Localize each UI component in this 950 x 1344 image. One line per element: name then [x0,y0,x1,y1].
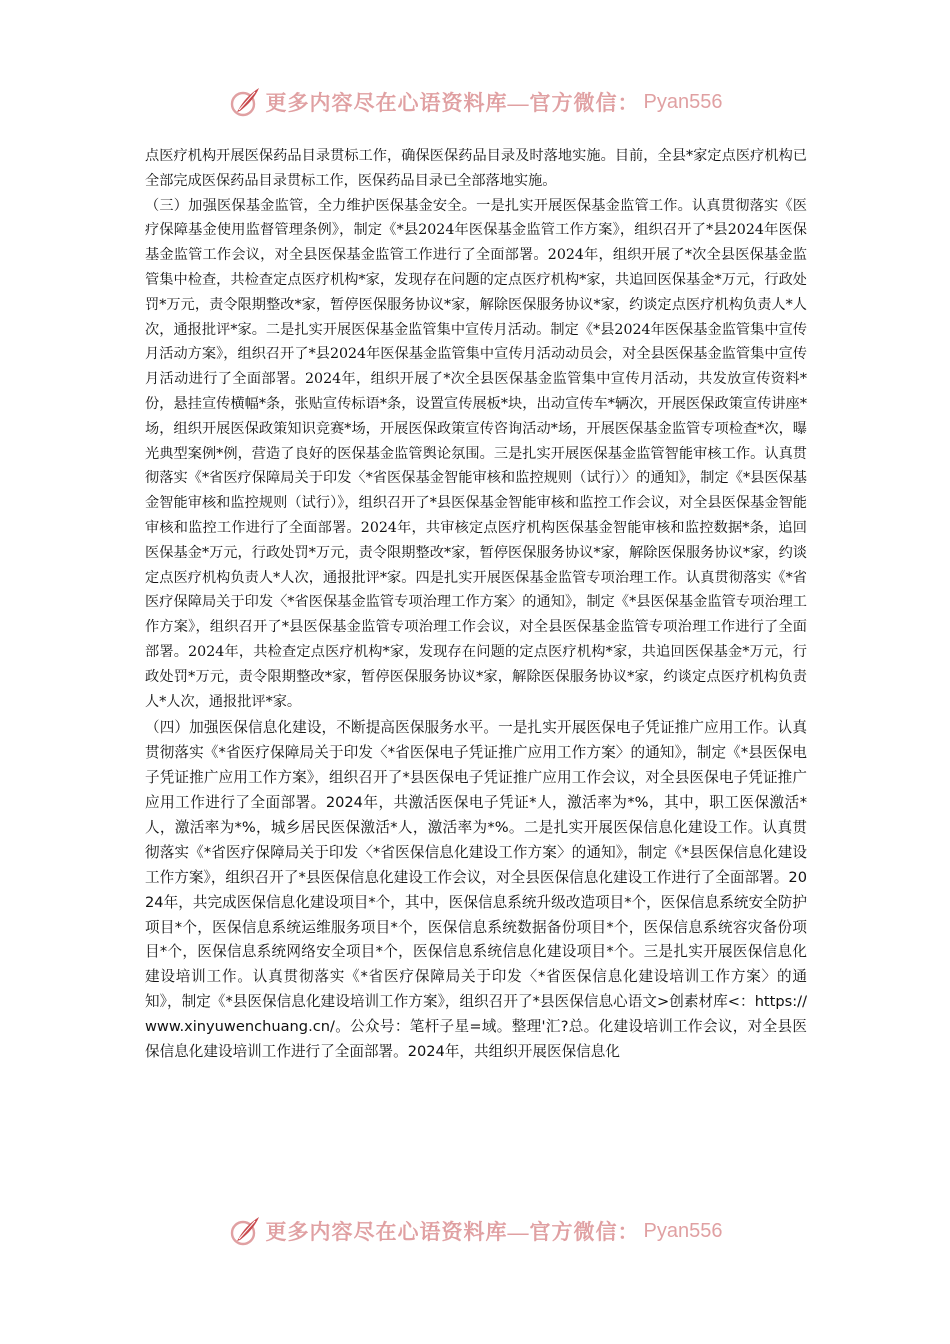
feather-pen-logo-icon [228,1214,262,1248]
paragraph-fund-supervision: （三）加强医保基金监管，全力维护医保基金安全。一是扎实开展医保基金监管工作。认真贯彻落实《医疗保障基金使用监督管理条例》，制定《*县2024年医保基金监管工作方案》，组织召开了*县2024年医保基金监管工作会议，对全县医保基金监管工作进行了全面部署。2024年，组织开展了*次全县医保基金监管集中检查，共检查定点医疗机构*家，发现存在问题的定点医疗机构*家，共追回医保基金*万元，行政处罚*万元，责令限期整改*家，暂停医保服务协议*家，解除医保服务协议*家，约谈定点医疗机构负责人*人次，通报批评*家。二是扎实开展医保基金监管集中宣传月活动。制定《*县2024年医保基金监管集中宣传月活动方案》，组织召开了*县2024年医保基金监管集中宣传月活动动员会，对全县医保基金监管集中宣传月活动进行了全面部署。2024年，组织开展了*次全县医保基金监管集中宣传月活动，共发放宣传资料*份，悬挂宣传横幅*条，张贴宣传标语*条，设置宣传展板*块，出动宣传车*辆次，开展医保政策宣传讲座*场，组织开展医保政策知识竞赛*场，开展医保政策宣传咨询活动*场，开展医保基金监管专项检查*次，曝光典型案例*例，营造了良好的医保基金监管舆论氛围。三是扎实开展医保基金监管智能审核工作。认真贯彻落实《*省医疗保障局关于印发〈*省医保基金智能审核和监控规则（试行）〉的通知》，制定《*县医保基金智能审核和监控规则（试行）》，组织召开了*县医保基金智能审核和监控工作会议，对全县医保基金智能审核和监控工作进行了全面部署。2024年，共审核定点医疗机构医保基金智能审核和监控数据*条，追回医保基金*万元，行政处罚*万元，责令限期整改*家，暂停医保服务协议*家，解除医保服务协议*家，约谈定点医疗机构负责人*人次，通报批评*家。四是扎实开展医保基金监管专项治理工作。认真贯彻落实《*省医疗保障局关于印发〈*省医保基金监管专项治理工作方案〉的通知》，制定《*县医保基金监管专项治理工作方案》，组织召开了*县医保基金监管专项治理工作会议，对全县医保基金监管专项治理工作进行了全面部署。2024年，共检查定点医疗机构*家，发现存在问题的定点医疗机构*家，共追回医保基金*万元，行政处罚*万元，责令限期整改*家，暂停医保服务协议*家，解除医保服务协议*家，约谈定点医疗机构负责人*人次，通报批评*家。 [145,197,807,710]
footer-watermark-id: Pyan556 [643,1219,723,1242]
paragraph-informatization: （四）加强医保信息化建设，不断提高医保服务水平。一是扎实开展医保电子凭证推广应用工作。认真贯彻落实《*省医疗保障局关于印发〈*省医保电子凭证推广应用工作方案〉的通知》，制定《*县医保电子凭证推广应用工作方案》，组织召开了*县医保电子凭证推广应用工作会议，对全县医保电子凭证推广应用工作进行了全面部署。2024年，共激活医保电子凭证*人，激活率为*%，其中，职工医保激活*人，激活率为*%，城乡居民医保激活*人，激活率为*%。二是扎实开展医保信息化建设工作。认真贯彻落实《*省医疗保障局关于印发〈*省医保信息化建设工作方案〉的通知》，制定《*县医保信息化建设工作方案》，组织召开了*县医保信息化建设工作会议，对全县医保信息化建设工作进行了全面部署。2024年，共完成医保信息化建设项目*个，其中，医保信息系统升级改造项目*个，医保信息系统安全防护项目*个，医保信息系统运维服务项目*个，医保信息系统数据备份项目*个，医保信息系统容灾备份项目*个，医保信息系统网络安全项目*个，医保信息系统信息化建设项目*个。三是扎实开展医保信息化建设培训工作。认真贯彻落实《*省医疗保障局关于印发〈*省医保信息化建设培训工作方案〉的通知》，制定《*县医保信息化建设培训工作方案》，组织召开了*县医保信息心语文>创素材库<：https://www.xinyuwenchuang.cn/。公众号：笔杆子星=域。整理'汇?总。化建设培训工作会议，对全县医保信息化建设培训工作进行了全面部署。2024年，共组织开展医保信息化 [145,719,807,1061]
header-watermark [0,82,950,122]
feather-pen-logo-icon [228,85,262,119]
footer-watermark [0,1211,950,1251]
header-watermark-id: Pyan556 [643,90,723,113]
footer-watermark-text: 更多内容尽在心语资料库—官方微信： [265,1220,640,1244]
body-text [145,144,807,1065]
header-watermark-text: 更多内容尽在心语资料库—官方微信： [265,91,640,115]
paragraph-continuation: 点医疗机构开展医保药品目录贯标工作，确保医保药品目录及时落地实施。目前，全县*家定点医疗机构已全部完成医保药品目录贯标工作，医保药品目录已全部落地实施。 [145,148,807,189]
